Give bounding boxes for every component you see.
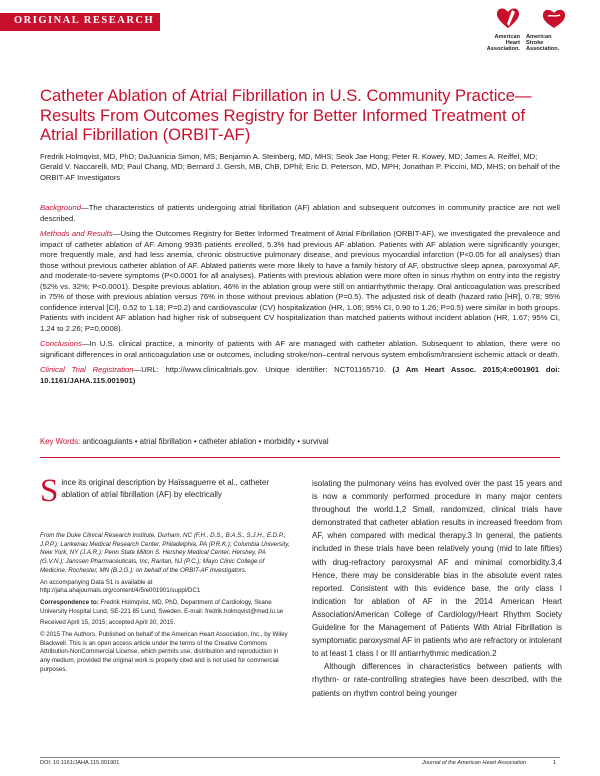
footer-journal: Journal of the American Heart Association (422, 760, 527, 766)
heart-torch-icon (482, 6, 594, 36)
supplement-note[interactable]: An accompanying Data S1 is available at http://jaha.ahajournals.org/content/4/5/e001901/suppl/DC1 (40, 578, 201, 595)
intro-text: ince its original description by Haïssaguerre et al., catheter ablation of atrial fibrillation (AF) by electrically (61, 478, 270, 499)
footer-divider (40, 757, 560, 758)
section-divider (40, 457, 560, 458)
keywords (40, 437, 329, 446)
footer-doi[interactable]: DOI: 10.1161/JAHA.115.001901 (40, 760, 120, 766)
abstract-registration (40, 365, 560, 386)
affiliations: From the Duke Clinical Research Institute, Durham, NC (F.H., D.S., B.A.S., S.J.H., E.D.P., J.P.P.); Lankenau Medical Research Center, Philadelphia, PA (P.R.K.); Columbia University, New York, NY (J.A.R.); Penn State Milton S. Hershey Medical Center, Hershey, PA (G.V.N.); Janssen Pharmaceuticals, Inc, Raritan, NJ (P.C.); Mayo Clinic College of Medicine, Rochester, MN (B.J.G.); on behalf of the ORBIT-AF Investigators. (40, 532, 290, 574)
drop-cap: S (40, 473, 59, 509)
author-list: Fredrik Holmqvist, MD, PhD; DaJuanicia Simon, MS; Benjamin A. Steinberg, MD, MHS; Seok Jae Hong; Peter R. Kowey, MD; James A. Reiffel, MD; Gerald V. Naccarelli, MD; Paul Chang, MD; Bernard J. Gersh, MB, ChB, DPhil; Eric D. Peterson, MD, MPH; Jonathan P. Piccini, MD, MHS; on behalf of the ORBIT-AF Investigators (40, 152, 560, 182)
aha-asa-logo (482, 6, 594, 50)
keywords-label: Key Words: (40, 437, 81, 446)
article-type-banner (0, 13, 160, 31)
abstract-methods: Methods and Results—Using the Outcomes Registry for Better Informed Treatment of Atrial Fibrillation (ORBIT-AF), we investigated the prevalence and impact of catheter ablation of AF. Among 9935 patients enrolled, 5.3% had previous AF ablation. Patients with AF ablation were significantly younger, more frequently male, and had less anemia, chronic obstructive pulmonary disease, and previous myocardial infarction (P<0.05 for all analyses) than those without previous catheter ablation of AF. Ablated patients were more likely to have a family history of AF, obstructive sleep apnea, paroxysmal AF, and moderate-to-severe symptoms (P<0.0001 for all analyses). Patients with previous ablation were more often in sinus rhythm on entry into the registry (52% vs. 32%; P<0.0001). Despite previous ablation, 46% in the ablation group were still on antiarrhythmic therapy. Oral anticoagulation was prescribed in 75% of those with previous ablation versus 76% in those without previous ablation (P=0.5). The adjusted risk of death (hazard ratio [HR], 0.78; 95% confidence interval [CI], 0.52 to 1.18; P=0.2) and cardiovascular (CV) hospitalization (HR, 1.06; 95% CI, 0.90 to 1.26; P=0.5) were similar in both groups. Patients with incident AF ablation had higher risk of subsequent CV hospitalization than matched patients without incident ablation (HR, 1.67; 95% CI, 1.24 to 2.26; P=0.0008). (40, 229, 560, 333)
aha-wordmark: American Heart Association. (486, 34, 520, 52)
citation: (J Am Heart Assoc. 2015;4:e001901 doi: 10.1161/JAHA.115.001901) (40, 365, 560, 385)
article-title: Catheter Ablation of Atrial Fibrillation in U.S. Community Practice—Results From Outcomes Registry for Better Informed Treatment of Atrial Fibrillation (ORBIT-AF) (40, 86, 532, 144)
abstract-background: Background—The characteristics of patients undergoing atrial fibrillation (AF) ablation and subsequent outcomes in community practice are not well described. (40, 203, 560, 223)
methods-label: Methods and Results (40, 229, 113, 238)
registration-label: Clinical Trial Registration (40, 365, 134, 374)
abstract-conclusions: Conclusions—In U.S. clinical practice, a minority of patients with AF are managed with catheter ablation. Subsequent to ablation, there were no significant differences in oral anticoagulation use or outcomes, including stroke/non–central nervous system embolism/transient ischemic attack or death. (40, 339, 560, 359)
received-dates: Received April 15, 2015; accepted April 30, 2015. (40, 619, 176, 627)
abstract (40, 203, 560, 391)
conclusions-label: Conclusions (40, 339, 82, 348)
body-column-left (40, 473, 290, 509)
keywords-list: anticoagulants • atrial fibrillation • catheter ablation • morbidity • survival (82, 437, 329, 446)
asa-wordmark: American Stroke Association. (526, 34, 560, 52)
body-paragraph: Although differences in characteristics between patients with rhythm- or rate-controlling strategies have been described, with the patients on rhythm control being younger (312, 662, 562, 698)
footnotes (40, 532, 290, 678)
registration-url[interactable]: —URL: http://www.clinicaltrials.gov. Unique identifier: NCT01165710. (133, 365, 393, 374)
page-number: 1 (553, 760, 557, 766)
body-column-right (312, 477, 562, 700)
copyright-notice: © 2015 The Authors. Published on behalf of the American Heart Association, Inc., by Wiley Blackwell. This is an open access article under the terms of the Creative Commons Attribution-NonCommercial License, which permits use, distribution and reproduction in any medium, provided the original work is properly cited and is not used for commercial purposes. (40, 631, 288, 673)
article-type-label: ORIGINAL RESEARCH (14, 15, 155, 26)
correspondence: Correspondence to: Fredrik Holmqvist, MD, PhD, Department of Cardiology, Skane University Hospital Lund, SE-221 85 Lund, Sweden. E-mail: fredrik.holmqvist@med.lu.se (40, 598, 284, 615)
background-label: Background (40, 203, 82, 212)
body-paragraph: isolating the pulmonary veins has evolved over the past 15 years and is now a commonly performed procedure in many major centers throughout the world.1,2 Small, randomized, clinical trials have demonstrated that catheter ablation results in increased freedom from AF, when compared with medical therapy.3 In general, the patients included in these trials have been relatively young (mid to late fifties) with drug-refractory paroxysmal AF and minimal comorbidity.3,4 Hence, there may be considerable bias in the absolute event rates reported. Consistent with this evidence base, the only class I indication for ablation of AF in the 2014 American Heart Association/American College of Cardiology/Heart Rhythm Society Guideline for the Management of Patients With Atrial Fibrillation is symptomatic paroxysmal AF in patients who are refractory or intolerant to at least 1 class I or III antiarrhythmic medication.2 (312, 479, 562, 659)
